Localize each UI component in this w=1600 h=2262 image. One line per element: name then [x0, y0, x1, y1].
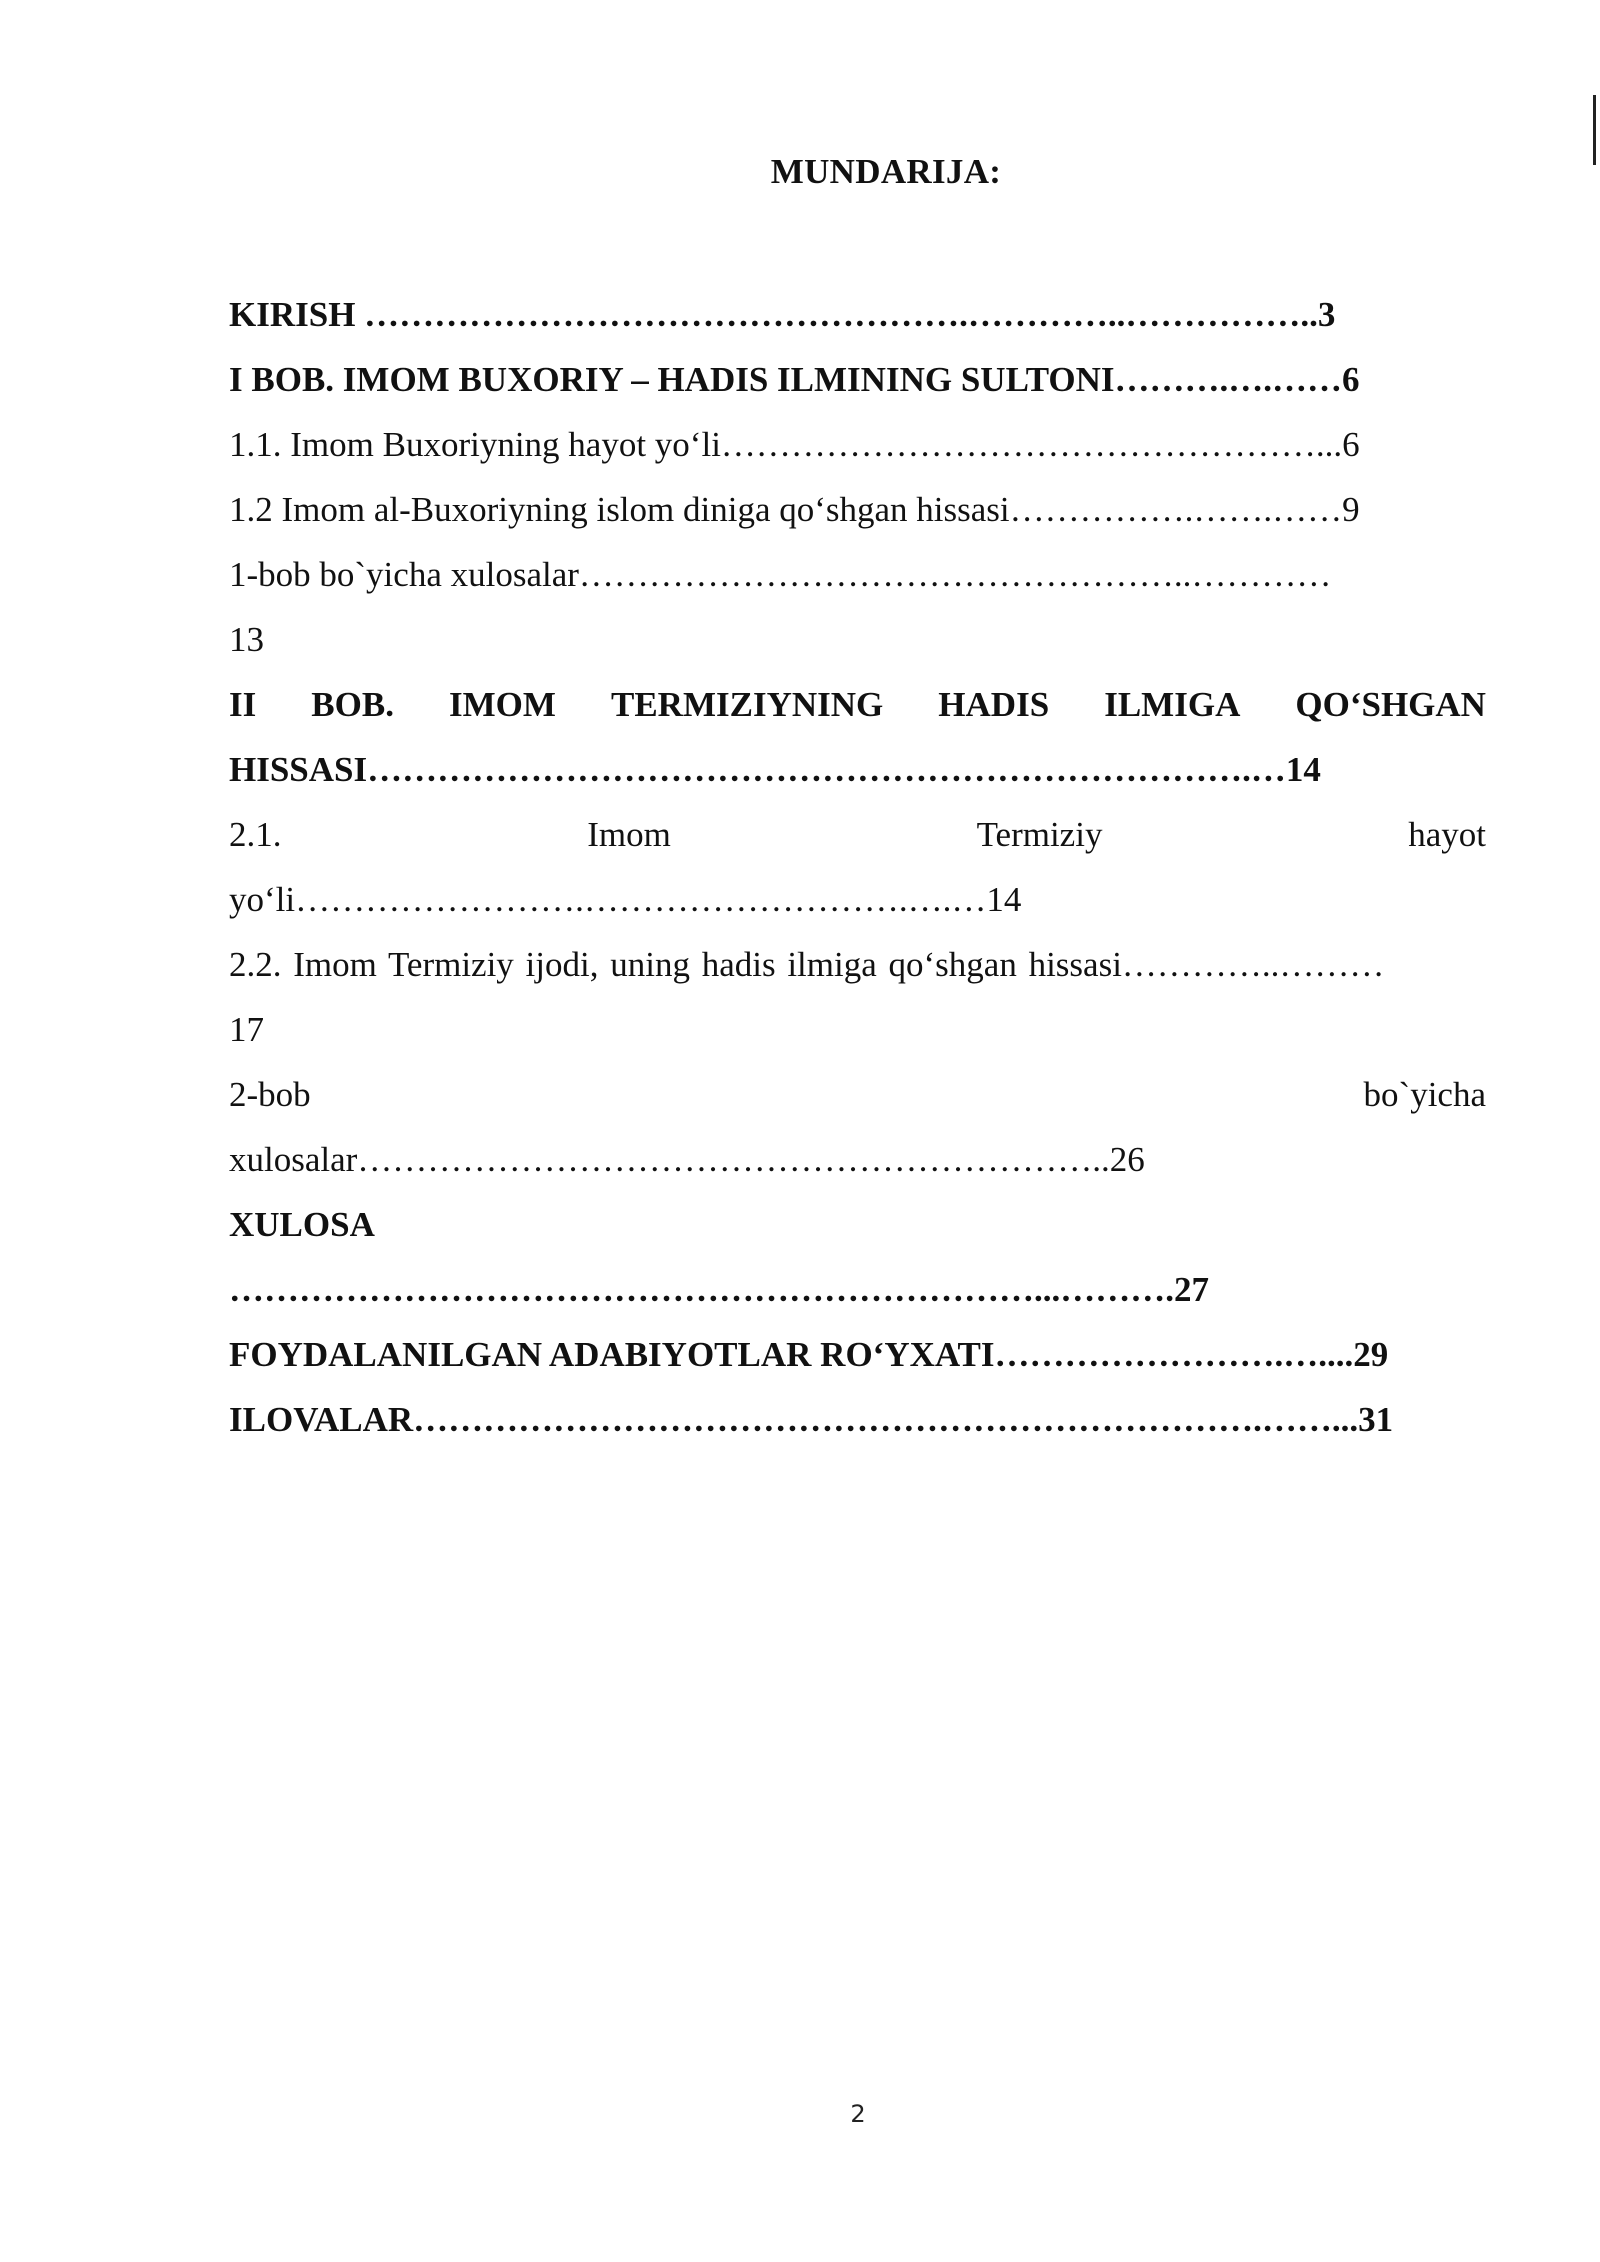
toc-entry-section-1-2: 1.2 Imom al-Buxoriyning islom diniga qo‘shgan hissasi…………….…….……9: [229, 490, 1360, 529]
toc-entry-kirish: KIRISH …………………………………………….…………..……………..3: [229, 295, 1336, 334]
toc-entry-bibliography: FOYDALANILGAN ADABIYOTLAR RO‘YXATI…………………….…....29: [229, 1335, 1389, 1374]
toc-entry-chapter-2-conclusion: [229, 1062, 1486, 1127]
toc-word: 2.1.: [229, 815, 282, 854]
toc-word: Termiziy: [976, 815, 1103, 854]
toc-entry-section-2-1-continued: yo‘li…………………….……………………….….…14: [229, 880, 1022, 919]
toc-word: ILMIGA: [1104, 685, 1241, 724]
toc-word: Imom: [587, 815, 671, 854]
toc-word: bo`yicha: [1363, 1075, 1486, 1114]
table-of-contents: [229, 282, 1486, 1452]
toc-word: BOB.: [311, 685, 394, 724]
toc-entry-chapter-1-conclusion-page: 13: [229, 620, 264, 659]
toc-entry-xulosa-continued: ……………………………………………………………...……….27: [229, 1270, 1209, 1309]
page-number: 2: [850, 2100, 866, 2128]
toc-entry-section-2-2: 2.2. Imom Termiziy ijodi, uning hadis ilmiga qo‘shgan hissasi…………..………: [229, 945, 1385, 984]
toc-word: TERMIZIYNING: [610, 685, 884, 724]
toc-entry-chapter-2-conclusion-continued: xulosalar………………………………………………………..26: [229, 1140, 1145, 1179]
toc-entry-section-1-1: 1.1. Imom Buxoriyning hayot yo‘li……………………………………………...6: [229, 425, 1360, 464]
toc-word: 2-bob: [229, 1075, 311, 1114]
toc-entry-section-2-2-page: 17: [229, 1010, 264, 1049]
toc-entry-chapter-2-continued: HISSASI………………………………………………………………….…14: [229, 750, 1321, 789]
toc-entry-section-2-1: [229, 802, 1486, 867]
toc-word: hayot: [1408, 815, 1486, 854]
toc-entry-chapter-1: I BOB. IMOM BUXORIY – HADIS ILMINING SULTONI……….….……6: [229, 360, 1360, 399]
toc-entry-chapter-1-conclusion: 1-bob bo`yicha xulosalar……………………………………………..…………: [229, 555, 1332, 594]
page-title: MUNDARIJA:: [770, 152, 1002, 191]
toc-word: HADIS: [938, 685, 1050, 724]
toc-entry-appendices: ILOVALAR……………………………………………………………….……...31: [229, 1400, 1394, 1439]
toc-word: IMOM: [449, 685, 556, 724]
toc-word: II: [229, 685, 257, 724]
toc-word: QO‘SHGAN: [1295, 685, 1486, 724]
toc-entry-xulosa: XULOSA: [229, 1205, 375, 1244]
toc-entry-chapter-2: [229, 672, 1486, 737]
